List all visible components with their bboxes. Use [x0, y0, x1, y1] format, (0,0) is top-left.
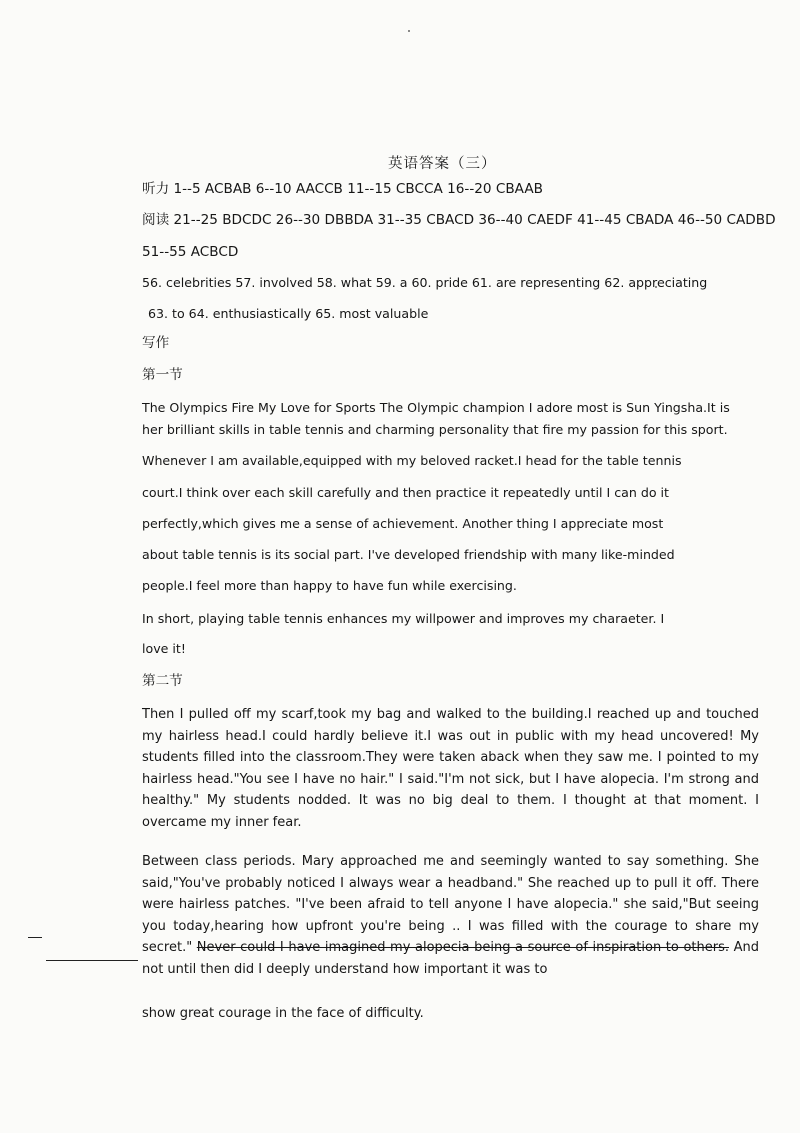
essay1-line: Whenever I am available,equipped with my beloved racket.I head for the table tennis	[142, 453, 682, 468]
page-title: 英语答案（三）	[388, 156, 497, 172]
struck-through-sentence: Never could I have imagined my alopecia being a source of inspiration to others.	[196, 940, 729, 956]
margin-stroke	[28, 937, 42, 938]
listening-answers: 听力 1--5 ACBAB 6--10 AACCB 11--15 CBCCA 16--20 CBAAB	[142, 181, 543, 197]
essay1-line: about table tennis is its social part. I've developed friendship with many like-minded	[142, 547, 675, 562]
essay1-line: court.I think over each skill carefully and then practice it repeatedly until I can do it	[142, 485, 669, 500]
essay1-line: The Olympics Fire My Love for Sports The Olympic champion I adore most is Sun Yingsha.It is	[142, 400, 730, 415]
story-paragraph-2-tail: And not until then did I deeply understand how important it was to	[142, 940, 759, 977]
story-paragraph-1: Then I pulled off my scarf,took my bag and walked to the building.I reached up and touched my hairless head.I could hardly believe it.I was out in public with my head uncovered! My students filled into the classroom.They were taken aback when they saw me. I pointed to my hairless head."You see I have no hair." I said."I'm not sick, but I have alopecia. I'm strong and healthy." My students nodded. It was no big deal to them. I thought at that moment. I overcame my inner fear.	[142, 707, 759, 830]
story-paragraph-2-text: Between class periods. Mary approached me and seemingly wanted to say something. She said,"You've probably noticed I always wear a headband." She reached up to pull it off. There were hairless patches. "I've been afraid to tell anyone I have alopecia." she said,"But seeing you today,hearing how upfront you're being .. I was filled with the courage to share my secret."	[142, 854, 759, 956]
grammar-answers-line1: 56. celebrities 57. involved 58. what 59. a 60. pride 61. are representing 62. appreciating	[142, 275, 708, 290]
essay1-line: love it!	[142, 641, 186, 656]
writing-label: 写作	[142, 335, 170, 351]
grammar-answers-line2: 63. to 64. enthusiastically 65. most valuable	[148, 306, 429, 321]
essay1-line: In short, playing table tennis enhances my willpower and improves my charaeter. I	[142, 611, 665, 626]
essay1-line: perfectly,which gives me a sense of achievement. Another thing I appreciate most	[142, 516, 664, 531]
reading-answers-line2: 51--55 ACBCD	[142, 244, 239, 260]
essay1-line: people.I feel more than happy to have fun while exercising.	[142, 578, 517, 593]
scan-speck	[408, 30, 410, 32]
section1-label: 第一节	[142, 367, 183, 383]
story-paragraph-2	[142, 851, 759, 981]
margin-stroke	[46, 960, 138, 961]
reading-answers-line1: 阅读 21--25 BDCDC 26--30 DBBDA 31--35 CBACD 36--40 CAEDF 41--45 CBADA 46--50 CADBD	[142, 212, 776, 228]
story-final-line: show great courage in the face of difficulty.	[142, 1006, 424, 1021]
essay1-line: her brilliant skills in table tennis and charming personality that fire my passion for this sport.	[142, 422, 728, 437]
section2-label: 第二节	[142, 673, 183, 689]
